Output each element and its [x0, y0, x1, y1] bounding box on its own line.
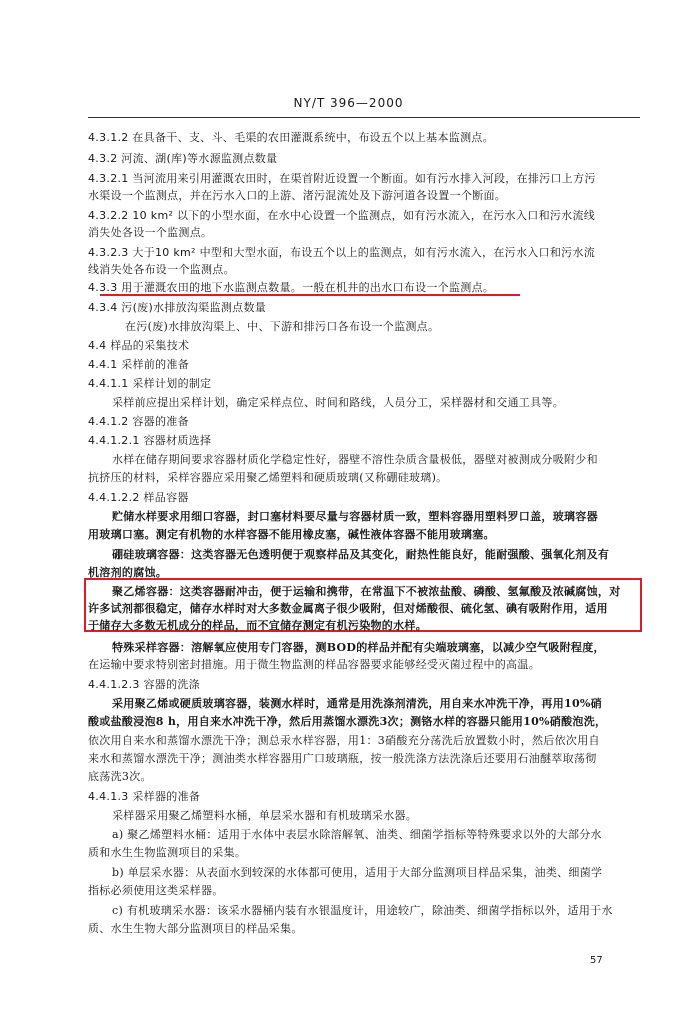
text-line: 硼硅玻璃容器：这类容器无色透明便于观察样品及其变化，耐热性能良好，能耐强酸、强氧化剂及有: [112, 548, 610, 561]
text-line: 酸或盐酸浸泡8 h，用自来水冲洗干净，然后用蒸馏水漂洗3次；测铬水样的容器只能用10%硝酸泡洗，: [88, 715, 607, 728]
text-line: 许多试剂都很稳定，储存水样时对大多数金属离子很少吸附，但对烯酸很、硫化氢、碘有吸附作用，适用: [88, 602, 608, 615]
text-line: 抗挤压的材料，采样容器应采用聚乙烯塑料和硬质玻璃(又称硼硅玻璃)。: [88, 471, 448, 484]
text-line: 机溶剂的腐蚀。: [88, 566, 168, 579]
clause-4-3-2-2: 4.3.2.2 10 km² 以下的小型水面，在水中心设置一个监测点，如有污水流入，在污水入口和污水流线: [88, 209, 596, 222]
text-line: 水渠设一个监测点，并在污水入口的上游、渚污混流处及下游河道各设置一个断面。: [88, 189, 507, 202]
list-item-a: a) 聚乙烯塑料水桶：适用于水体中表层水除溶解氧、油类、细菌学指标等特殊要求以外的大部分水: [112, 828, 602, 841]
text-line: 指标必须使用这类采样器。: [88, 884, 224, 897]
heading-4-4-1-2-2: 4.4.1.2.2 样品容器: [88, 491, 189, 504]
text-line: 线消失处各布设一个监测点。: [88, 263, 235, 276]
clause-4-3-3: 4.3.3 用于灌溉农田的地下水监测点数量。一般在机井的出水口布设一个监测点。: [88, 281, 495, 294]
text-line: 在污(废)水排放沟渠上、中、下游和排污口各布设一个监测点。: [125, 320, 440, 333]
text-line: 依次用自来水和蒸馏水漂洗干净；测总汞水样容器，用1：3硝酸充分荡洗后放置数小时，然后依次用自: [88, 734, 600, 747]
text-line: 于储存大多数无机成分的样品，而不宜储存测定有机污染物的水样。: [88, 619, 427, 632]
text-line: 水样在储存期间要求容器材质化学稳定性好，器壁不溶性杂质含量极低，器壁对被测成分吸附少和: [112, 453, 598, 466]
red-highlight-underline: [100, 294, 520, 296]
page-header: NY/T 396—2000: [293, 96, 404, 110]
text-line: 采样器采用聚乙烯塑料水桶，单层采水器和有机玻璃采水器。: [112, 809, 418, 822]
page-number: 57: [590, 955, 603, 966]
text-line: 来水和蒸馏水漂洗干净；测油类水样容器用广口玻璃瓶，按一般洗涤方法洗涤后还要用石油醚萃取荡彻: [88, 752, 597, 765]
heading-4-4-1: 4.4.1 采样前的准备: [88, 358, 190, 371]
heading-4-4-1-2-1: 4.4.1.2.1 容器材质选择: [88, 434, 212, 447]
list-item-c: c) 有机玻璃采水器：该采水器桶内装有水银温度计，用途较广，除油类、细菌学指标以外，适用于水: [112, 904, 613, 917]
header-rule: [88, 117, 640, 118]
clause-4-3-2-1: 4.3.2.1 当河流用来引用灌溉农田时，在渠首附近设置一个断面。如有污水排入河段，在排污口上方污: [88, 172, 596, 185]
heading-4-4-1-2: 4.4.1.2 容器的准备: [88, 415, 189, 428]
text-line: 采样前应提出采样计划，确定采样点位、时间和路线，人员分工，采样器材和交通工具等。: [112, 396, 564, 409]
text-line: 底荡洗3次。: [88, 770, 152, 783]
text-line: 用玻璃口塞。测定有机物的水样容器不能用橡皮塞，碱性液体容器不能用玻璃塞。: [88, 528, 495, 541]
text-line: 特殊采样容器：溶解氧应使用专门容器，测BOD的样品并配有尖端玻璃塞，以减少空气吸附程度，: [112, 641, 605, 654]
heading-4-4-1-1: 4.4.1.1 采样计划的制定: [88, 377, 212, 390]
heading-4-4-1-2-3: 4.4.1.2.3 容器的洗涤: [88, 678, 200, 691]
text-line: 质、水生生物大部分监测项目的样品采集。: [88, 922, 303, 935]
text-line: 质和水生生物监测项目的采集。: [88, 846, 247, 859]
heading-4-4: 4.4 样品的采集技术: [88, 339, 190, 352]
text-line: 采用聚乙烯或硬质玻璃容器，装测水样时，通常是用洗涤剂清洗，用自来水冲洗干净，再用10%硝: [112, 697, 602, 710]
list-item-b: b) 单层采水器：从表面水到较深的水体都可使用，适用于大部分监测项目样品采集，油类、细菌学: [112, 866, 603, 879]
text-line: 消失处各设一个监测点。: [88, 226, 213, 239]
text-line: 聚乙烯容器：这类容器耐冲击，便于运输和携带，在常温下不被浓盐酸、磷酸、氢氟酸及浓碱腐蚀，对: [112, 585, 621, 598]
text-line: 贮储水样要求用细口容器，封口塞材料要尽量与容器材质一致，塑料容器用塑料罗口盖，玻璃容器: [112, 510, 598, 523]
heading-4-3-4: 4.3.4 污(废)水排放沟渠监测点数量: [88, 301, 267, 314]
clause-4-3-1-2: 4.3.1.2 在具备干、支、斗、毛渠的农田灌溉系统中，布设五个以上基本监测点。: [88, 131, 494, 144]
clause-4-3-2-3: 4.3.2.3 大于10 km² 中型和大型水面，布设五个以上的监测点，如有污水流入，在污水入口和污水流: [88, 246, 596, 259]
heading-4-3-2: 4.3.2 河流、湖(库)等水源监测点数量: [88, 152, 278, 165]
text-line: 在运输中要求特别密封措施。用于微生物监测的样品容器要求能够经受灭菌过程中的高温。: [88, 658, 540, 671]
heading-4-4-1-3: 4.4.1.3 采样器的准备: [88, 790, 201, 803]
